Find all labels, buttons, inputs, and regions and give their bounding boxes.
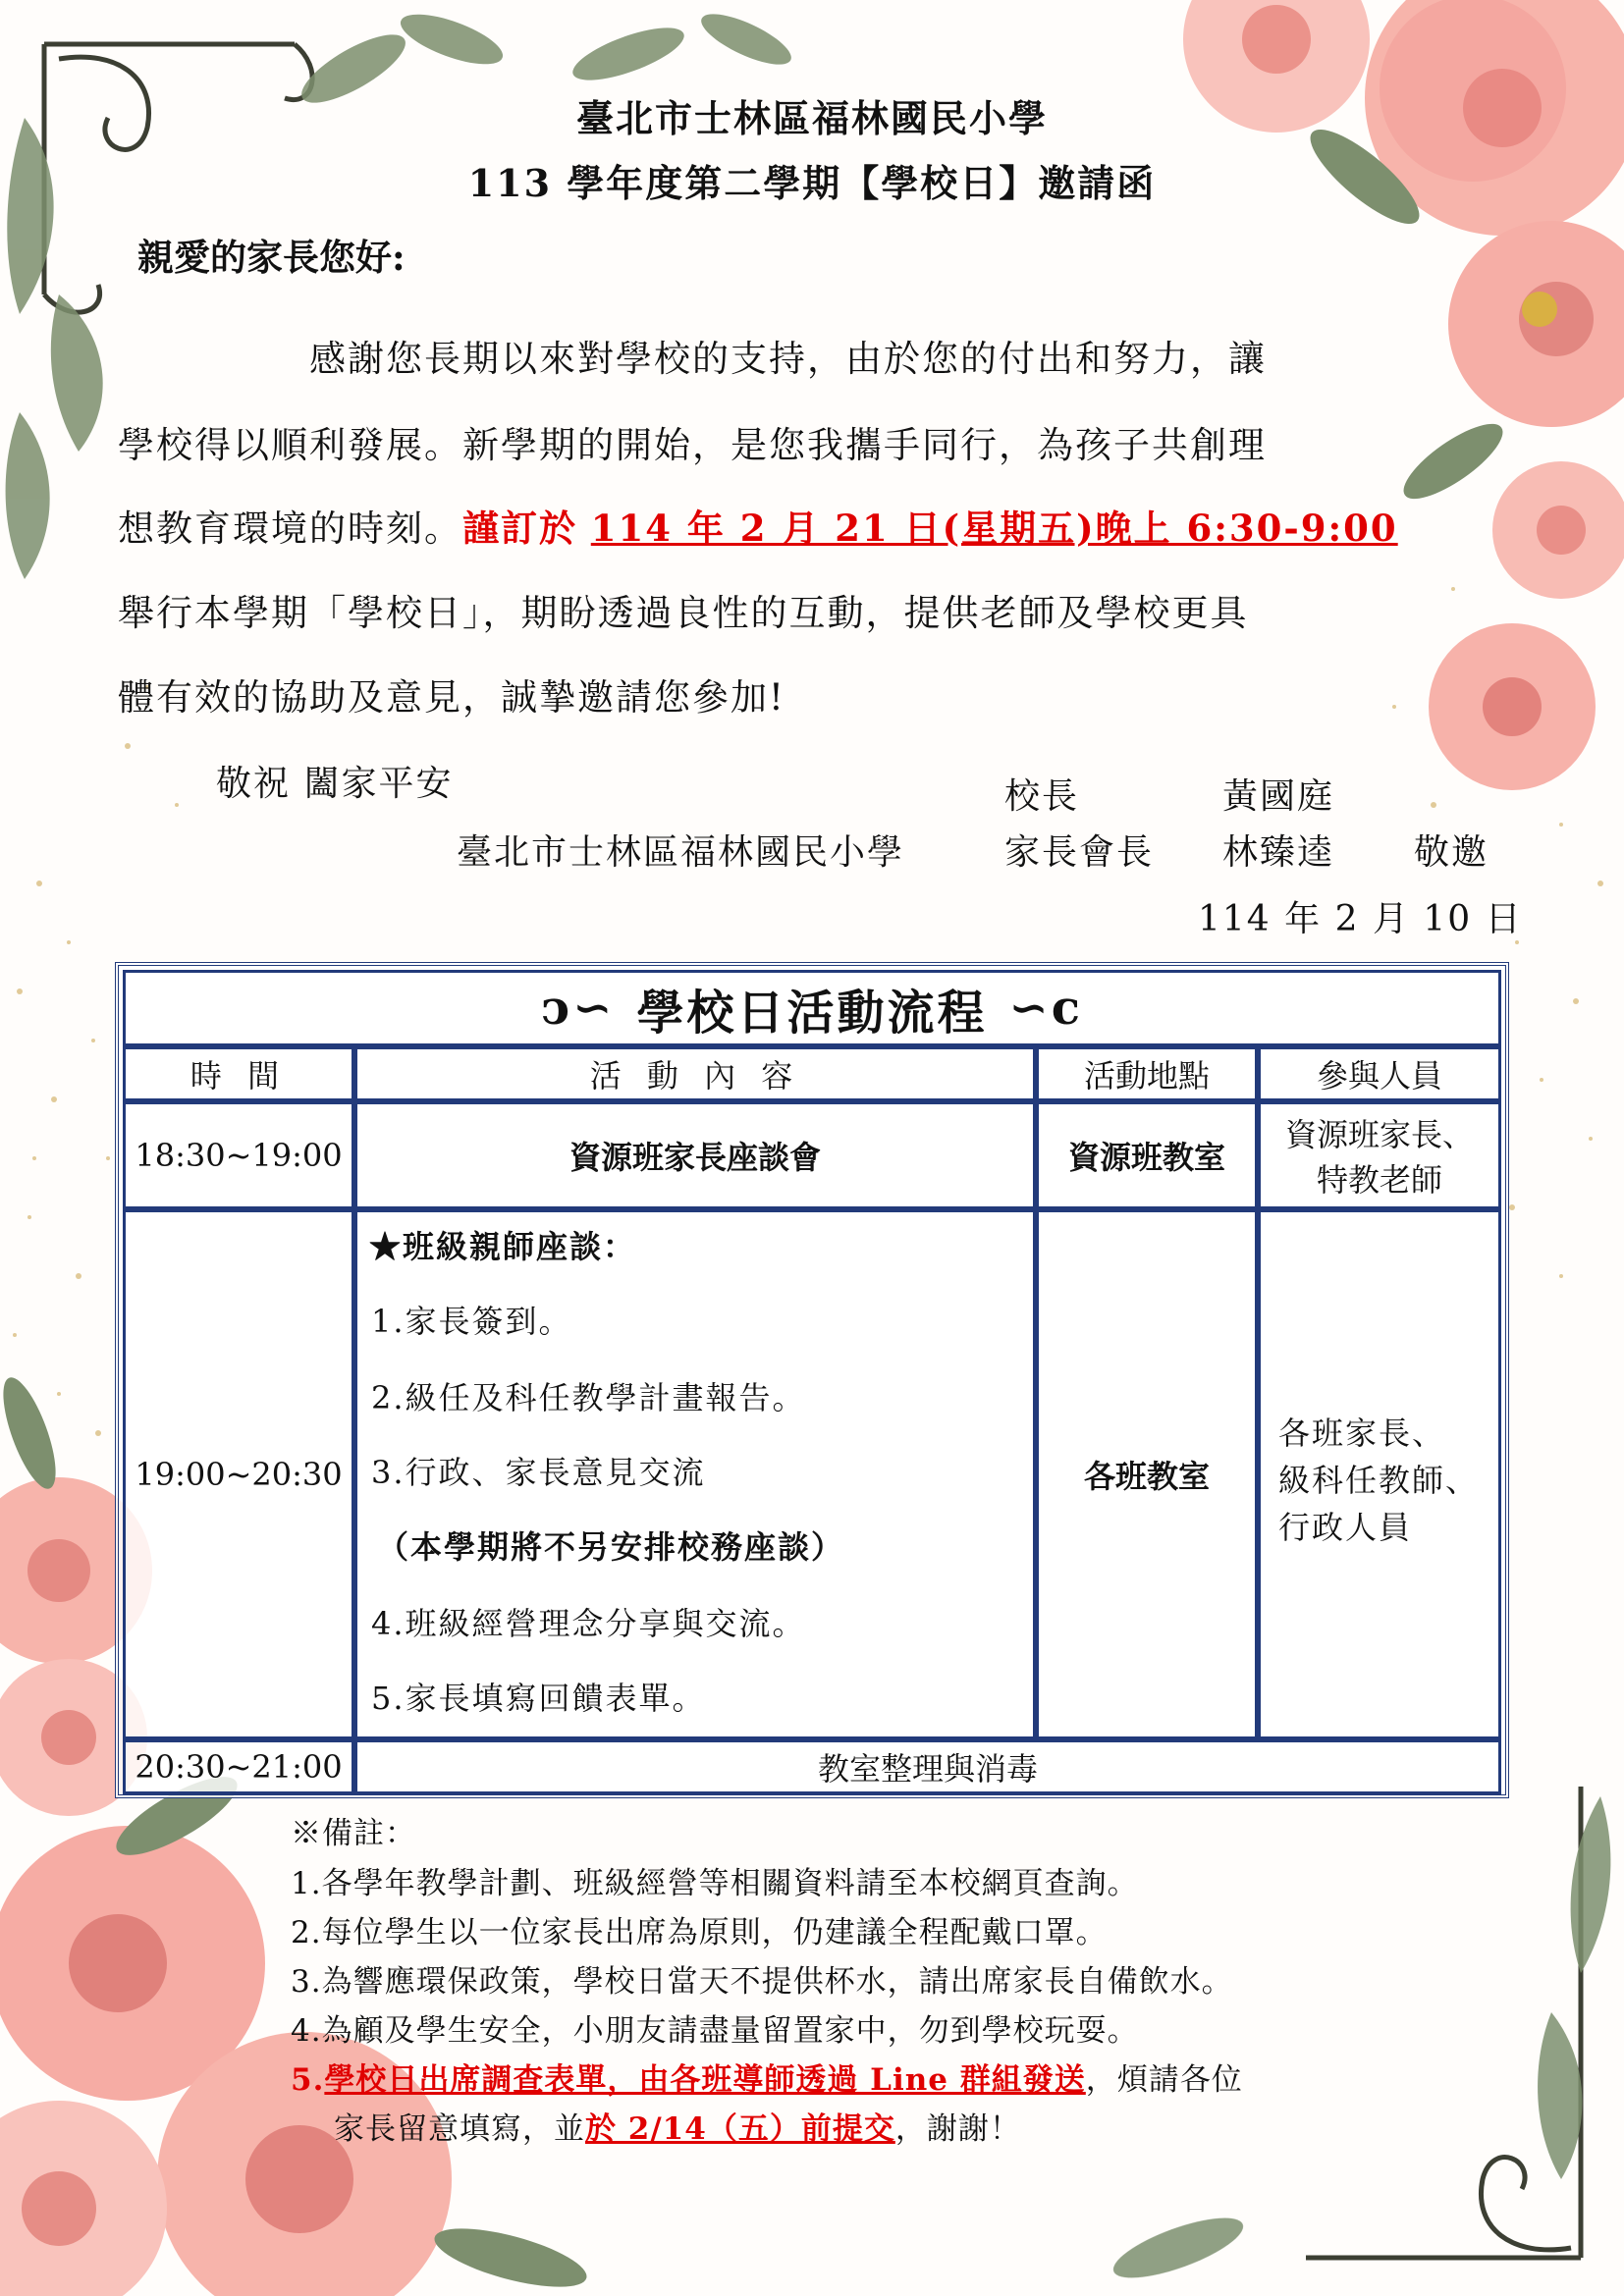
body-line-1: 感謝您長期以來對學校的支持，由於您的付出和努力，讓 xyxy=(309,338,1267,380)
schedule-title: 學校日活動流程 xyxy=(636,985,988,1041)
school-name-title: 臺北市士林區福林國民小學 xyxy=(575,96,1048,140)
pta-name: 林臻逵 xyxy=(1222,832,1335,873)
row2-item-note: （本學期將不另安排校務座談） xyxy=(377,1528,845,1566)
note-4: 4.為顧及學生安全，小朋友請盡量留置家中，勿到學校玩耍。 xyxy=(291,2013,1139,2049)
note-5 xyxy=(291,2055,1243,2099)
row2-people-line3: 行政人員 xyxy=(1278,1509,1413,1546)
row3-time: 20:30~21:00 xyxy=(123,1739,354,1794)
row2-item: 2.級任及科任教學計畫報告。 xyxy=(371,1379,806,1416)
invitation-title: 113 學年度第二學期【學校日】邀請函 xyxy=(467,161,1157,205)
note-6-deadline: 於 2/14（五）前提交 xyxy=(585,2111,895,2147)
event-datetime: 114 年 2 月 21 日(星期五)晚上 6:30-9:00 xyxy=(590,507,1398,550)
note-6 xyxy=(334,2104,1021,2148)
greeting: 親愛的家長您好: xyxy=(137,236,406,279)
ornament-left-icon: ↄ∽ xyxy=(541,981,616,1036)
letter-date: 114 年 2 月 10 日 xyxy=(1198,899,1523,939)
body-line-3 xyxy=(118,499,1398,552)
body-line-4: 舉行本學期「學校日」，期盼透過良性的互動，提供老師及學校更具 xyxy=(118,592,1249,634)
row1-people xyxy=(1258,1101,1501,1209)
row1-location: 資源班教室 xyxy=(1036,1101,1258,1209)
note-5-tail: ，煩請各位 xyxy=(1085,2062,1243,2098)
principal-title: 校長 xyxy=(1004,776,1080,817)
header-content: 活 動 內 容 xyxy=(354,1046,1036,1101)
header-time: 時 間 xyxy=(123,1046,354,1101)
note-5-highlight: 學校日出席調查表單，由各班導師透過 Line 群組發送 xyxy=(324,2062,1086,2098)
row2-people-line1: 各班家長、 xyxy=(1278,1415,1446,1452)
salute: 敬祝 闔家平安 xyxy=(216,764,454,804)
body-line-2: 學校得以順利發展。新學期的開始，是您我攜手同行，為孩子共創理 xyxy=(118,424,1267,466)
row2-heading: ★班級親師座談： xyxy=(369,1228,637,1265)
ornament-right-icon: ∽c xyxy=(1008,981,1083,1036)
header-people: 參與人員 xyxy=(1258,1046,1501,1101)
invite-word: 敬邀 xyxy=(1414,832,1489,873)
schedule-table xyxy=(115,962,1509,1798)
body-line-3-plain: 想教育環境的時刻。 xyxy=(118,507,462,550)
schedule-title-cell xyxy=(123,970,1501,1046)
row1-people-line2: 特教老師 xyxy=(1316,1161,1442,1199)
note-5-number: 5. xyxy=(291,2062,325,2098)
row2-item: 4.班級經營理念分享與交流。 xyxy=(371,1605,806,1642)
row2-item: 5.家長填寫回饋表單。 xyxy=(371,1680,706,1717)
note-6-start: 家長留意填寫，並 xyxy=(334,2111,585,2147)
header-location: 活動地點 xyxy=(1036,1046,1258,1101)
note-3: 3.為響應環保政策，學校日當天不提供杯水，請出席家長自備飲水。 xyxy=(291,1964,1233,2000)
signature-school: 臺北市士林區福林國民小學 xyxy=(457,832,905,873)
date-prefix: 謹訂於 xyxy=(462,507,577,550)
notes-heading: ※備註： xyxy=(291,1816,416,1851)
row2-people-line2: 級科任教師、 xyxy=(1278,1462,1480,1499)
row2-item: 1.家長簽到。 xyxy=(371,1303,572,1340)
note-6-tail: ，謝謝！ xyxy=(894,2111,1021,2147)
row2-content xyxy=(354,1209,1036,1739)
row2-people xyxy=(1258,1209,1501,1739)
note-1: 1.各學年教學計劃、班級經營等相關資料請至本校網頁查詢。 xyxy=(291,1866,1139,1901)
pta-title: 家長會長 xyxy=(1004,832,1155,873)
row2-time: 19:00~20:30 xyxy=(123,1209,354,1739)
row1-time: 18:30~19:00 xyxy=(123,1101,354,1209)
row2-location: 各班教室 xyxy=(1036,1209,1258,1739)
row1-content: 資源班家長座談會 xyxy=(354,1101,1036,1209)
row2-item: 3.行政、家長意見交流 xyxy=(371,1454,706,1491)
row1-people-line1: 資源班家長、 xyxy=(1284,1116,1474,1153)
principal-name: 黃國庭 xyxy=(1222,776,1335,817)
note-2: 2.每位學生以一位家長出席為原則，仍建議全程配戴口罩。 xyxy=(291,1915,1108,1950)
body-line-5: 體有效的協助及意見，誠摯邀請您參加! xyxy=(118,676,785,719)
row3-content: 教室整理與消毒 xyxy=(354,1739,1501,1794)
